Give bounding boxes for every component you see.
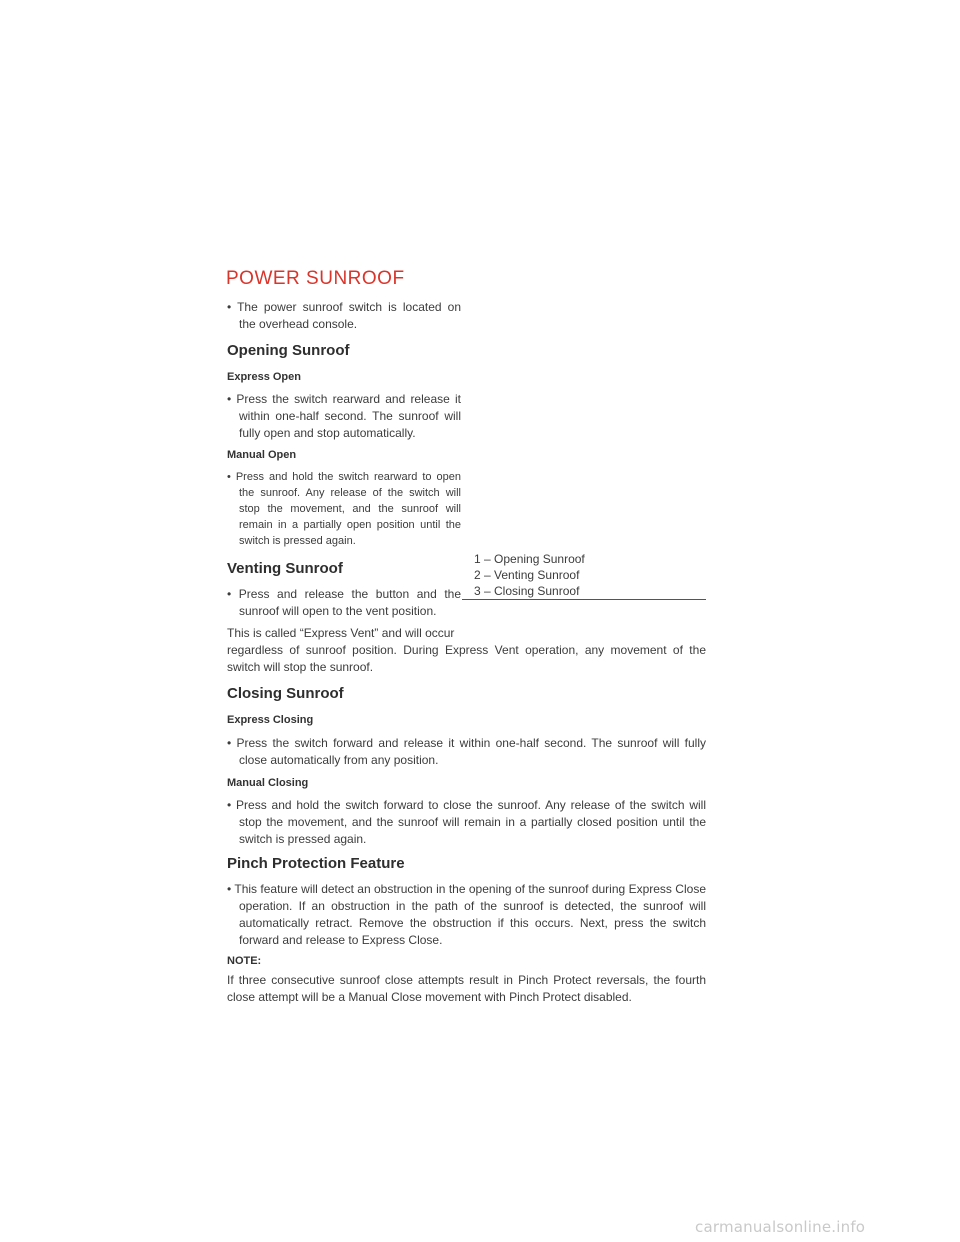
manual-open-bullet: • Press and hold the switch rearward to open the sunroof. Any release of the switch will stop the movement, and the sunroof will remain in a partially open position until the switch is pressed again.	[227, 471, 461, 547]
venting-heading: Venting Sunroof	[227, 560, 343, 577]
express-closing-label: Express Closing	[227, 714, 314, 726]
venting-paragraph-rest: regardless of sunroof position. During Express Vent operation, any movement of the switch will stop the sunroof.	[227, 643, 706, 674]
note-text: If three consecutive sunroof close attempts result in Pinch Protect reversals, the fourth close attempt will be a Manual Close movement with Pinch Protect disabled.	[227, 973, 706, 1004]
watermark: carmanualsonline.info	[695, 1218, 866, 1236]
intro-bullet: • The power sunroof switch is located on the overhead console.	[227, 300, 461, 331]
express-open-bullet: • Press the switch rearward and release it within one-half second. The sunroof will fully open and stop automatically.	[227, 392, 461, 440]
venting-paragraph-start: This is called “Express Vent” and will occur	[227, 626, 455, 640]
manual-open-label: Manual Open	[227, 449, 297, 461]
pinch-heading: Pinch Protection Feature	[227, 855, 405, 872]
venting-bullet: • Press and release the button and the sunroof will open to the vent position.	[227, 587, 461, 618]
manual-closing-label: Manual Closing	[227, 777, 309, 789]
manual-closing-bullet: • Press and hold the switch forward to close the sunroof. Any release of the switch will stop the movement, and the sunroof will remain in a partially closed position until the switch is pressed again.	[227, 798, 706, 846]
express-open-label: Express Open	[227, 371, 301, 383]
caption-item-closing: 3 – Closing Sunroof	[474, 584, 580, 598]
closing-heading: Closing Sunroof	[227, 685, 344, 702]
caption-divider	[462, 599, 706, 600]
opening-heading: Opening Sunroof	[227, 342, 350, 359]
pinch-bullet: • This feature will detect an obstruction in the opening of the sunroof during Express Close operation. If an obstruction in the path of the sunroof is detected, the sunroof will automatically retract. Remove the obstruction if this occurs. Next, press the switch forward and release to Express Close.	[227, 882, 706, 947]
section-title: POWER SUNROOF	[226, 268, 405, 289]
figure-caption	[474, 551, 706, 599]
caption-item-opening: 1 – Opening Sunroof	[474, 552, 585, 566]
note-label: NOTE:	[227, 955, 262, 967]
caption-item-venting: 2 – Venting Sunroof	[474, 568, 580, 582]
express-closing-bullet: • Press the switch forward and release it within one-half second. The sunroof will fully close automatically from any position.	[227, 736, 706, 767]
